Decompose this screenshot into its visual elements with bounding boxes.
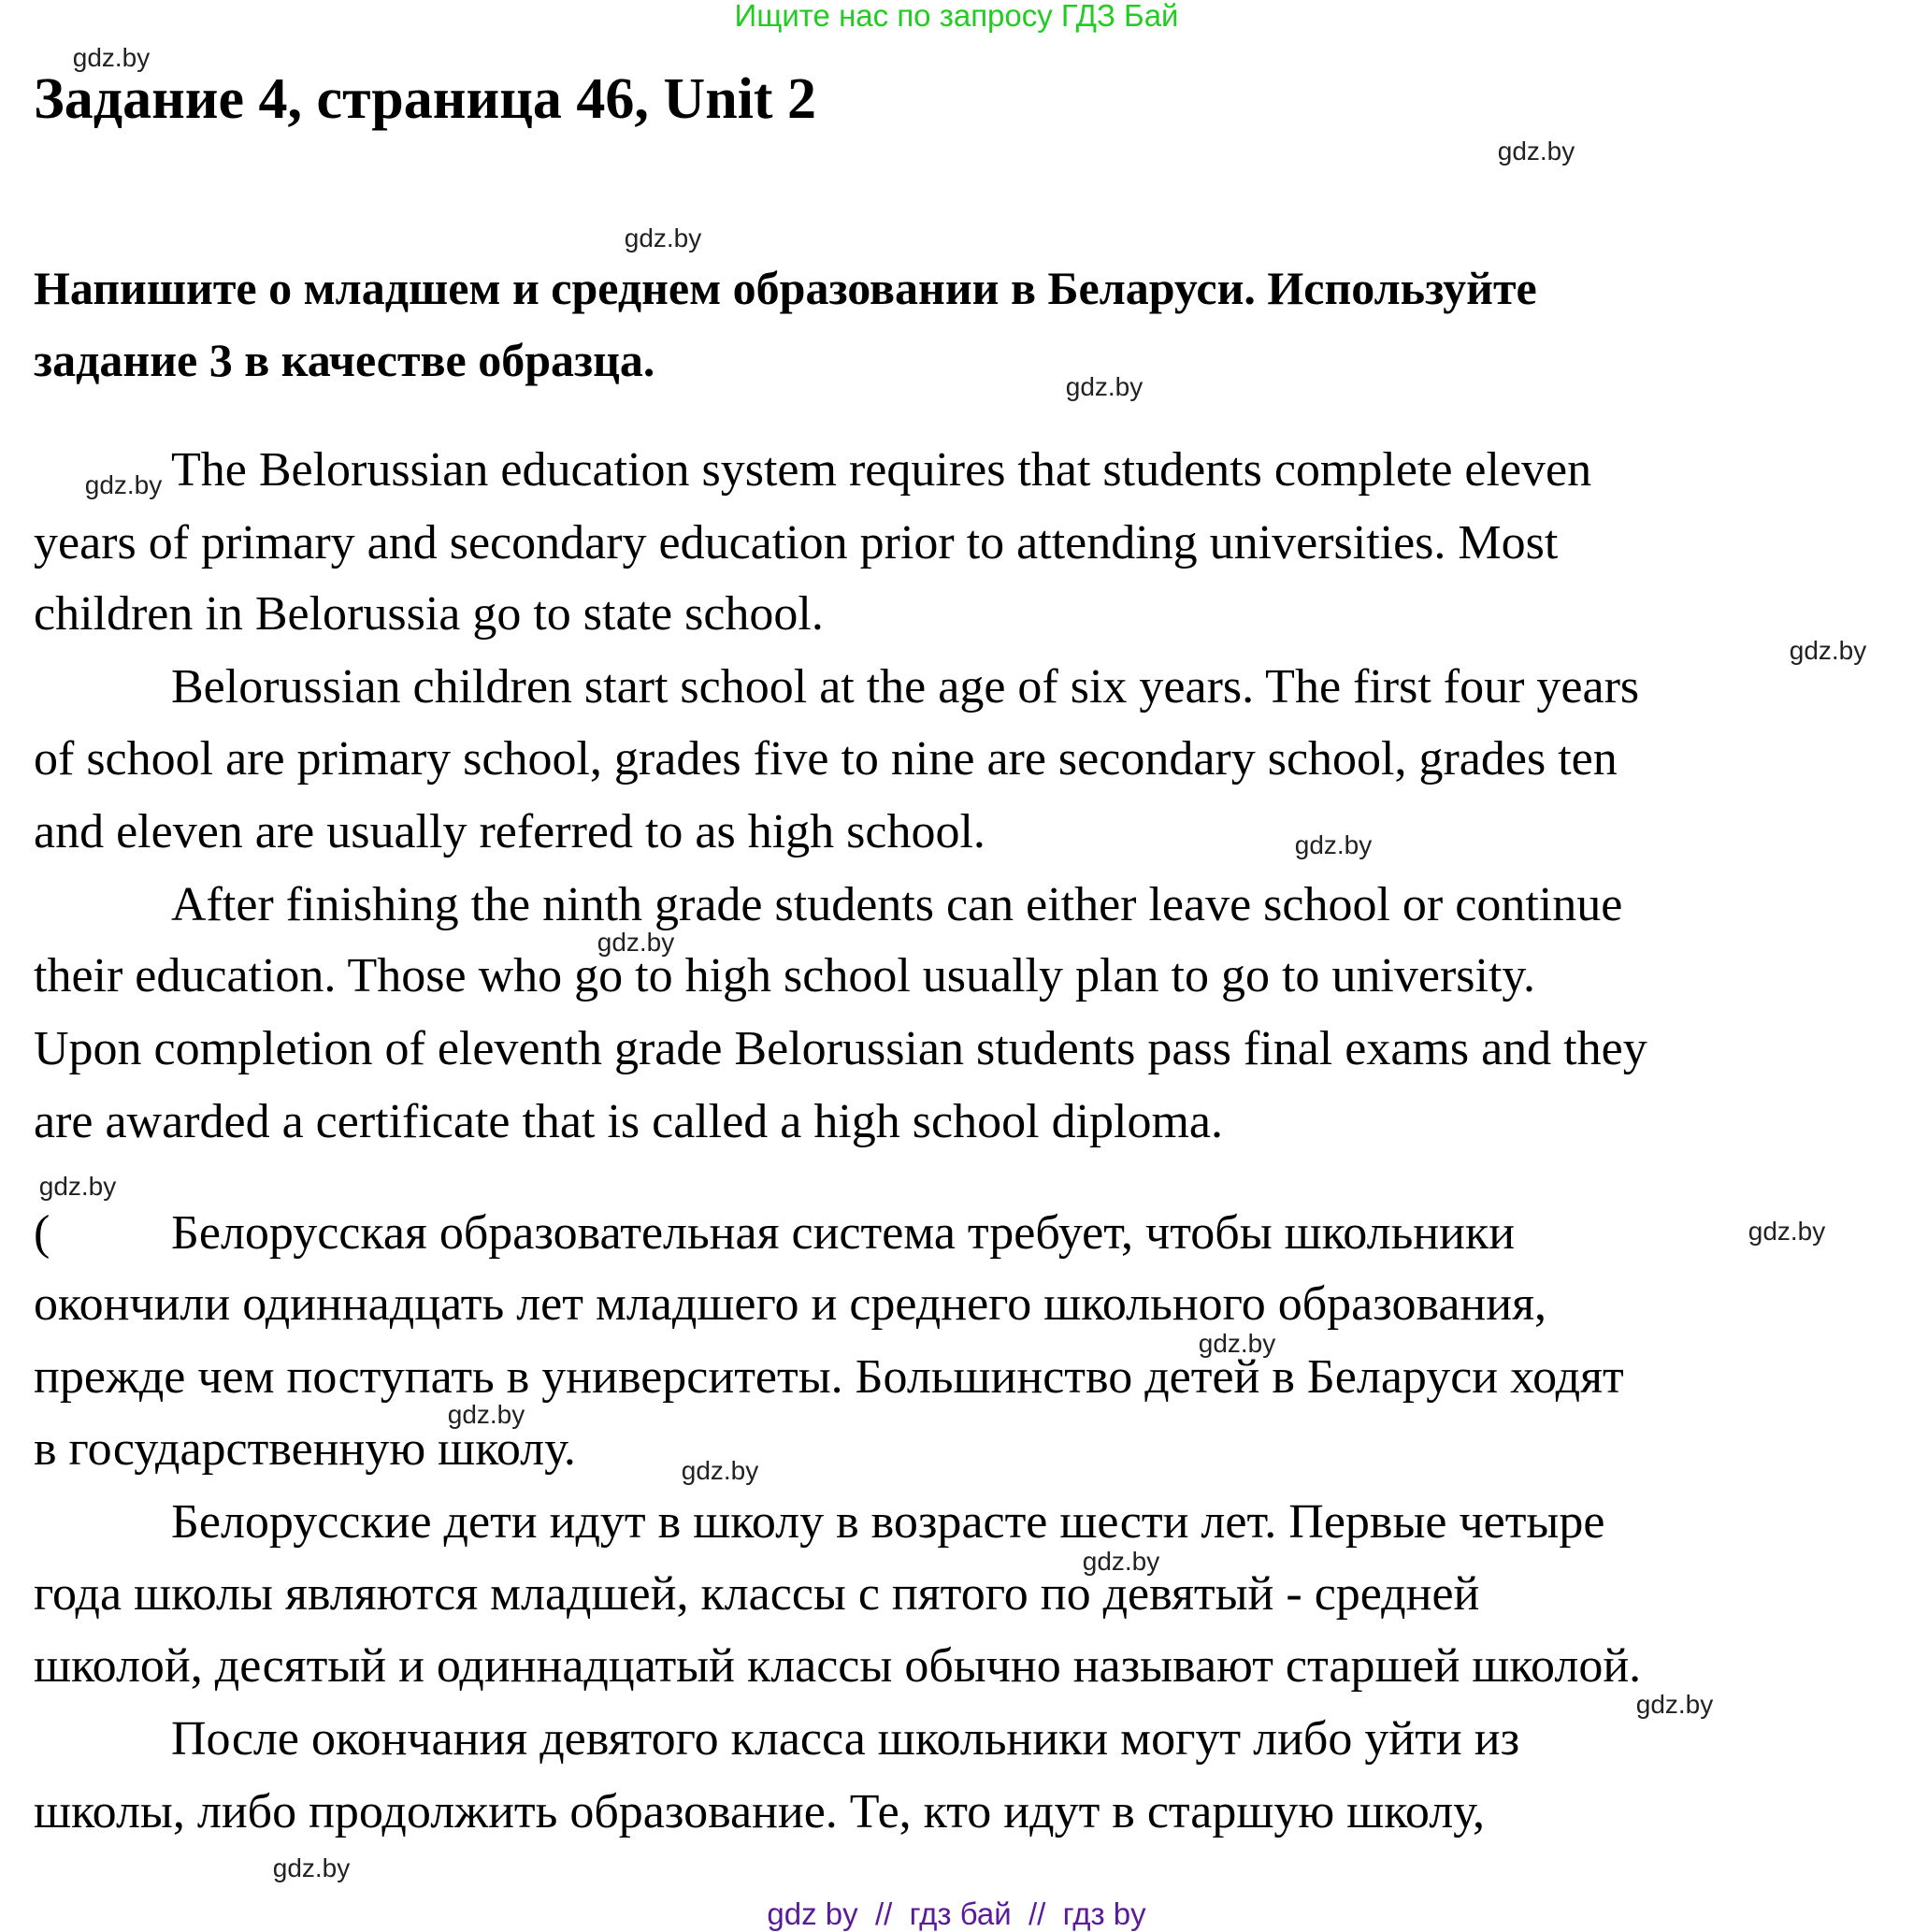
russian-line: окончили одиннадцать лет младшего и среднего школьного образования, <box>34 1277 1546 1331</box>
watermark: gdz.by <box>72 43 151 72</box>
english-line: Upon completion of eleventh grade Belorussian students pass final exams and they <box>34 1022 1647 1075</box>
russian-line: школы, либо продолжить образование. Те, кто идут в старшую школу, <box>34 1785 1485 1838</box>
watermark: gdz.by <box>84 470 163 499</box>
english-line: and eleven are usually referred to as high school. <box>34 805 985 858</box>
watermark: gdz.by <box>272 1853 351 1882</box>
russian-line: После окончания девятого класса школьники могут либо уйти из <box>171 1712 1520 1766</box>
watermark: gdz.by <box>1082 1547 1160 1576</box>
russian-line: прежде чем поступать в университеты. Большинство детей в Беларуси ходят <box>34 1350 1624 1404</box>
open-paren: ( <box>34 1206 50 1260</box>
search-banner: Ищите нас по запросу ГДЗ Бай <box>734 0 1179 33</box>
watermark: gdz.by <box>1294 830 1373 859</box>
footer-links[interactable]: gdz by // гдз бай // гдз by <box>767 1896 1146 1931</box>
english-line: The Belorussian education system requires that students complete eleven <box>171 443 1592 497</box>
watermark: gdz.by <box>624 223 702 252</box>
english-line: years of primary and secondary education prior to attending universities. Most <box>34 516 1559 570</box>
russian-line: года школы являются младшей, классы с пятого по девятый - средней <box>34 1567 1480 1621</box>
watermark: gdz.by <box>38 1172 117 1201</box>
english-line: of school are primary school, grades five to nine are secondary school, grades ten <box>34 732 1618 786</box>
russian-line: Белорусские дети идут в школу в возрасте шести лет. Первые четыре <box>171 1495 1605 1549</box>
watermark: gdz.by <box>1635 1690 1714 1719</box>
watermark: gdz.by <box>1198 1329 1276 1358</box>
english-line: children in Belorussia go to state school. <box>34 587 824 641</box>
english-line: Belorussian children start school at the age of six years. The first four years <box>171 660 1640 714</box>
watermark: gdz.by <box>1497 137 1575 166</box>
english-line: After finishing the ninth grade students can either leave school or continue <box>171 878 1623 931</box>
watermark: gdz.by <box>1748 1217 1826 1246</box>
page-title: Задание 4, страница 46, Unit 2 <box>34 67 817 131</box>
watermark: gdz.by <box>1789 636 1867 665</box>
watermark: gdz.by <box>681 1456 759 1485</box>
english-line: their education. Those who go to high school usually plan to go to university. <box>34 949 1536 1002</box>
english-line: are awarded a certificate that is called a high school diploma. <box>34 1095 1223 1148</box>
russian-line: школой, десятый и одиннадцатый классы обычно называют старшей школой. <box>34 1639 1642 1693</box>
task-text: задание 3 в качестве образца. <box>34 334 655 386</box>
russian-line: в государственную школу. <box>34 1422 576 1476</box>
watermark: gdz.by <box>597 928 675 957</box>
watermark: gdz.by <box>1065 372 1143 401</box>
russian-line: Белорусская образовательная система требует, чтобы школьники <box>171 1206 1516 1260</box>
task-text: Напишите о младшем и среднем образовании в Беларуси. Используйте <box>34 262 1537 314</box>
watermark: gdz.by <box>447 1400 525 1429</box>
